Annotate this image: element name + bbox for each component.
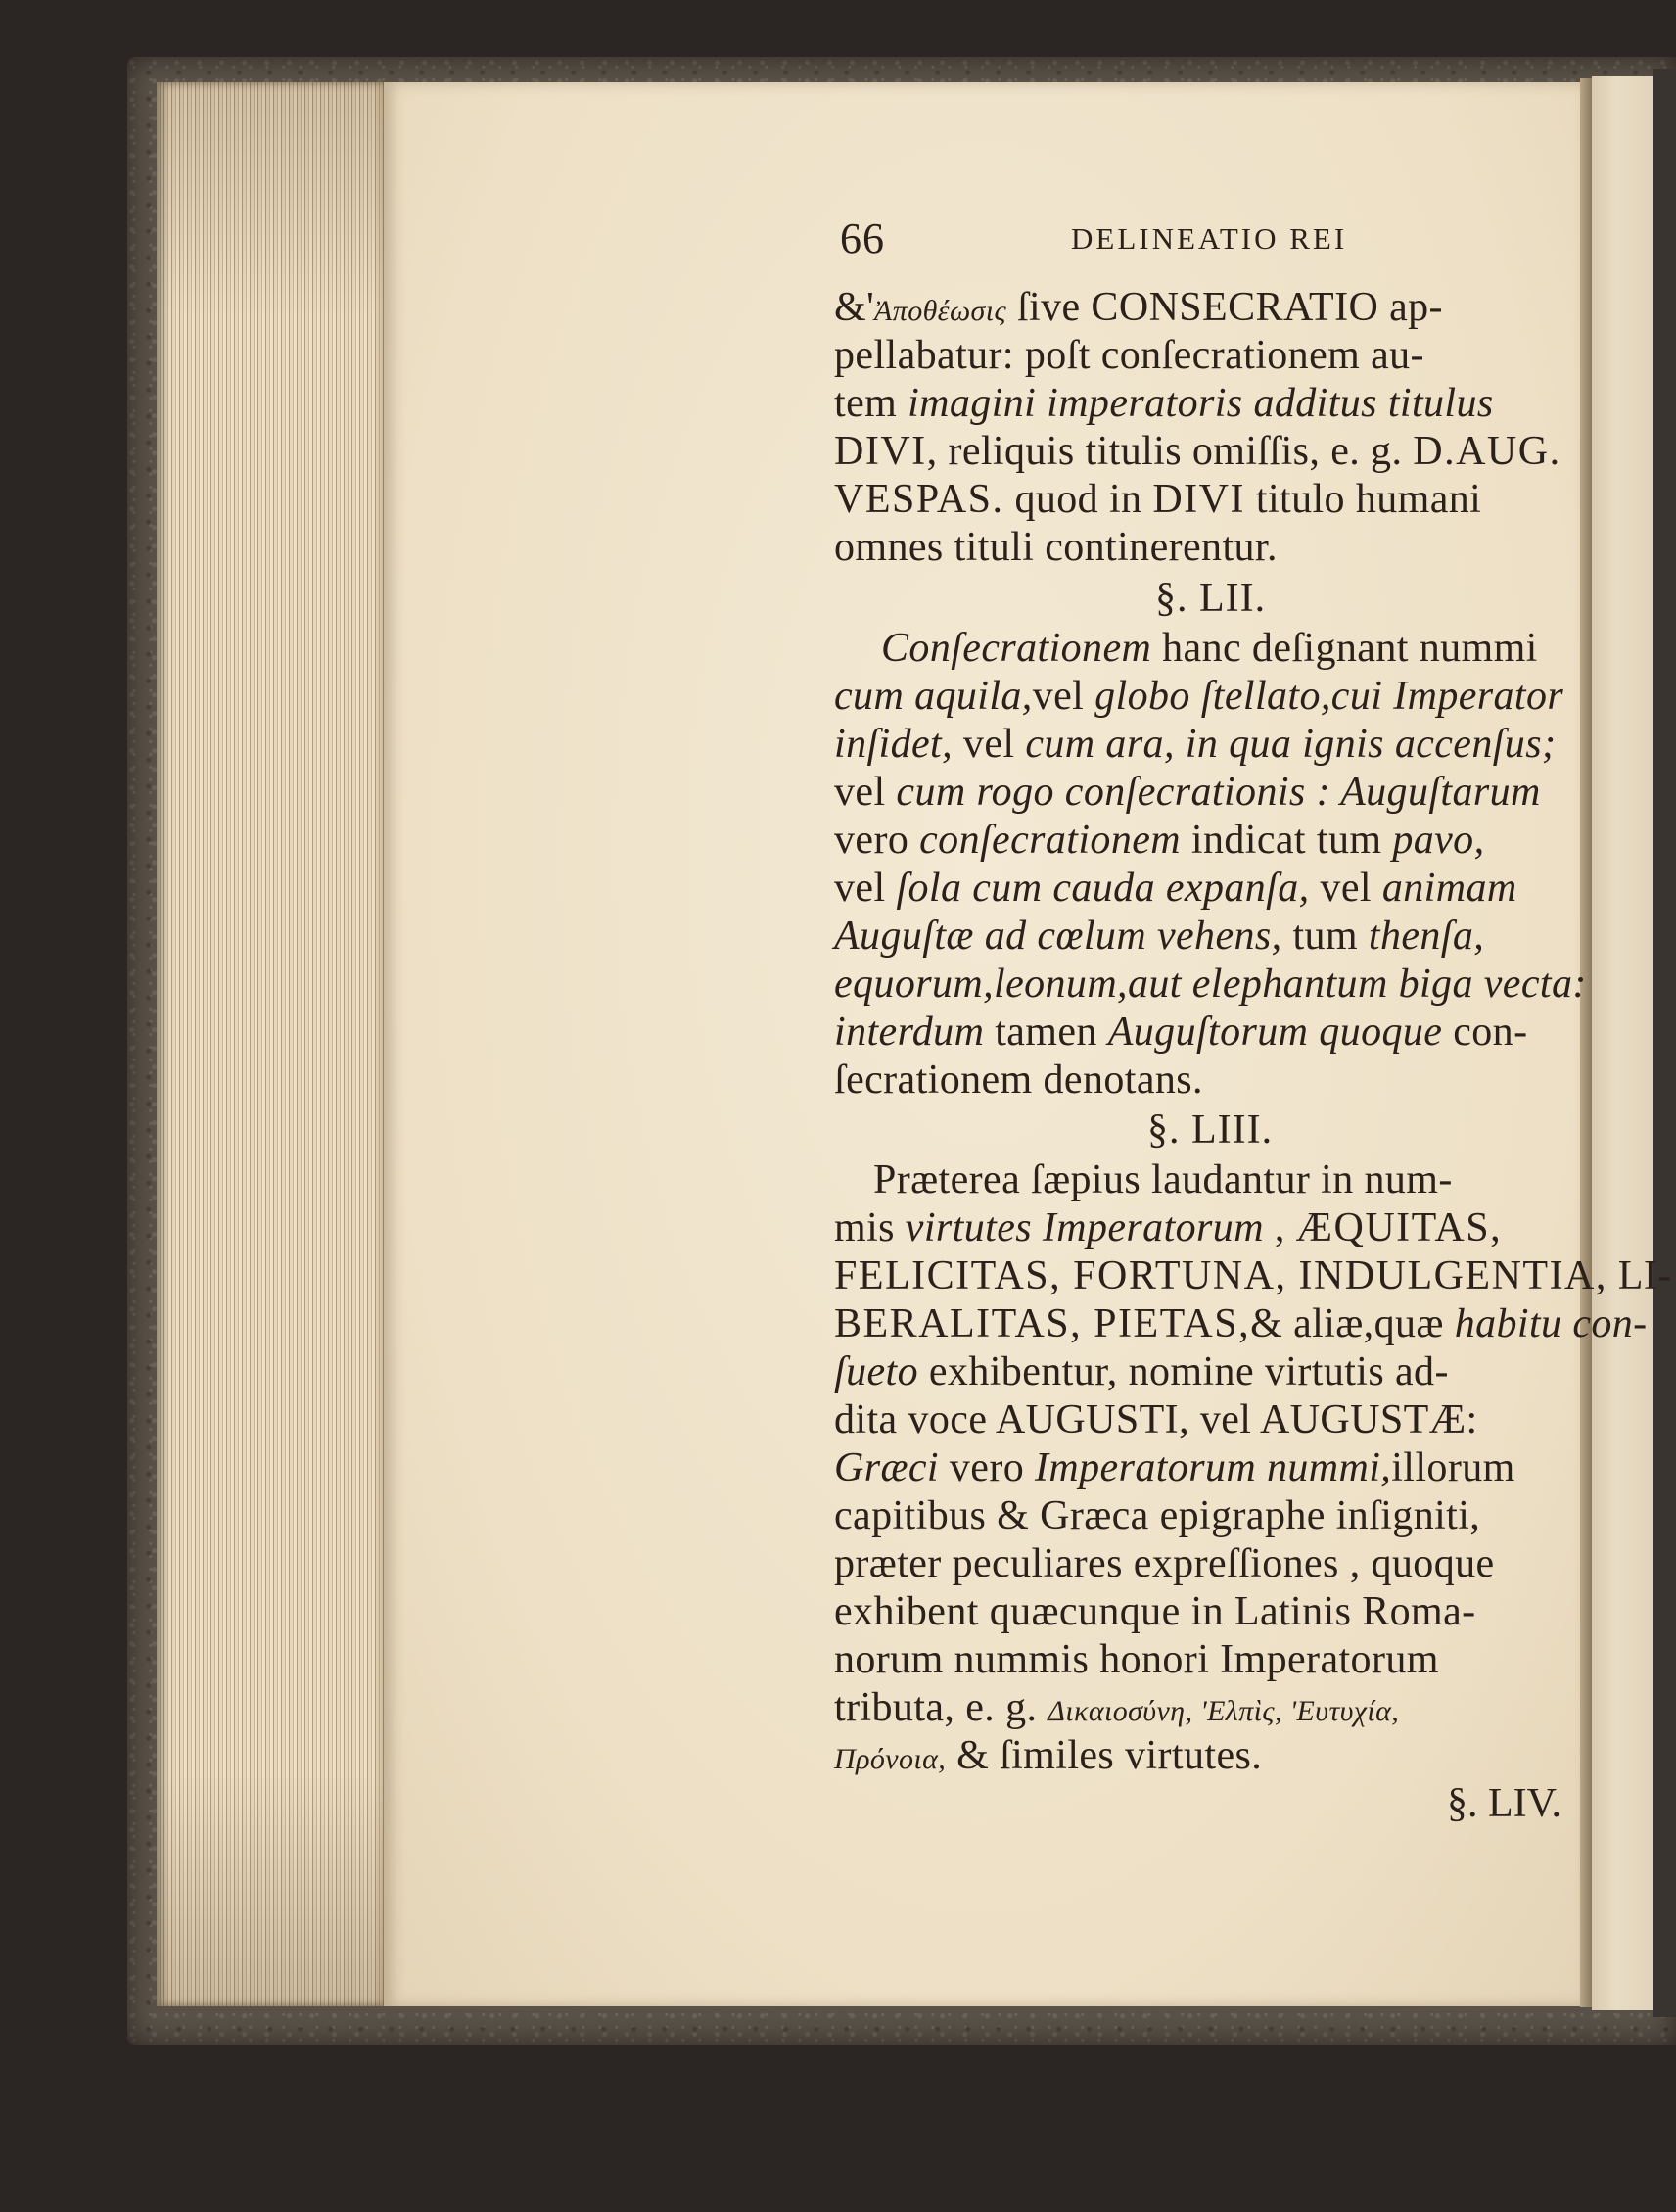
text-line: vel ſola cum cauda expanſa, vel animam bbox=[834, 866, 1517, 911]
text-line: Conſecrationem hanc deſignant nummi bbox=[881, 626, 1538, 671]
text-line: capitibus & Græca epigraphe inſigniti, bbox=[834, 1493, 1481, 1538]
text-line: VESPAS. quod in DIVI titulo humani bbox=[834, 477, 1482, 522]
section-heading: §. LIII. bbox=[1147, 1107, 1274, 1153]
text-line: Πρόνοια, & ſimiles virtutes. bbox=[834, 1733, 1263, 1778]
text-block bbox=[834, 206, 1672, 1792]
text-line: exhibent quæcunque in Latinis Roma- bbox=[834, 1589, 1476, 1634]
text-line: equorum,leonum,aut elephantum biga vecta: bbox=[834, 962, 1587, 1007]
text-line: DIVI, reliquis titulis omiſſis, e. g. D.AUG. bbox=[834, 429, 1561, 474]
text-line: Auguſtæ ad cœlum vehens, tum thenſa, bbox=[834, 914, 1485, 959]
text-line: vel cum rogo conſecrationis : Auguſtarum bbox=[834, 770, 1541, 815]
text-line: ſecrationem denotans. bbox=[834, 1058, 1203, 1103]
text-line: interdum tamen Auguſtorum quoque con- bbox=[834, 1010, 1528, 1055]
text-line: inſidet, vel cum ara, in qua ignis accenſus; bbox=[834, 722, 1557, 767]
text-line: FELICITAS, FORTUNA, INDULGENTIA, LI- bbox=[834, 1253, 1672, 1298]
text-line: mis virtutes Imperatorum , ÆQUITAS, bbox=[834, 1205, 1503, 1250]
text-line: norum nummis honori Imperatorum bbox=[834, 1637, 1439, 1682]
text-line: cum aquila,vel globo ſtellato,cui Imperator bbox=[834, 674, 1564, 719]
text-line: Præterea ſæpius laudantur in num- bbox=[873, 1157, 1453, 1202]
text-line: pellabatur: poſt conſecrationem au- bbox=[834, 333, 1424, 378]
text-line: &'Ἀποθέωσις ſive CONSECRATIO ap- bbox=[834, 285, 1443, 330]
text-line: dita voce AUGUSTI, vel AUGUSTÆ: bbox=[834, 1397, 1478, 1442]
running-head: DELINEATIO REI bbox=[1071, 221, 1348, 256]
page-header bbox=[834, 206, 1588, 270]
text-line: BERALITAS, PIETAS,& aliæ,quæ habitu con- bbox=[834, 1301, 1648, 1346]
text-line: tributa, e. g. Δικαιοσύνη, 'Ελπὶς, 'Ευτυχία, bbox=[834, 1685, 1400, 1730]
catchword: §. LIV. bbox=[1447, 1781, 1562, 1826]
section-heading: §. LII. bbox=[1155, 576, 1267, 621]
text-line: tem imagini imperatoris additus titulus bbox=[834, 381, 1494, 426]
text-line: ſueto exhibentur, nomine virtutis ad- bbox=[834, 1349, 1449, 1394]
text-line: Græci vero Imperatorum nummi,illorum bbox=[834, 1445, 1515, 1490]
page-edges bbox=[157, 82, 384, 2006]
facing-page-edge bbox=[1592, 76, 1653, 2010]
page-number: 66 bbox=[840, 214, 885, 262]
text-line: vero conſecrationem indicat tum pavo, bbox=[834, 818, 1485, 863]
text-line: præter peculiares expreſſiones , quoque bbox=[834, 1541, 1495, 1586]
text-line: omnes tituli continerentur. bbox=[834, 525, 1278, 570]
cover-edge-right bbox=[1653, 69, 1676, 2017]
